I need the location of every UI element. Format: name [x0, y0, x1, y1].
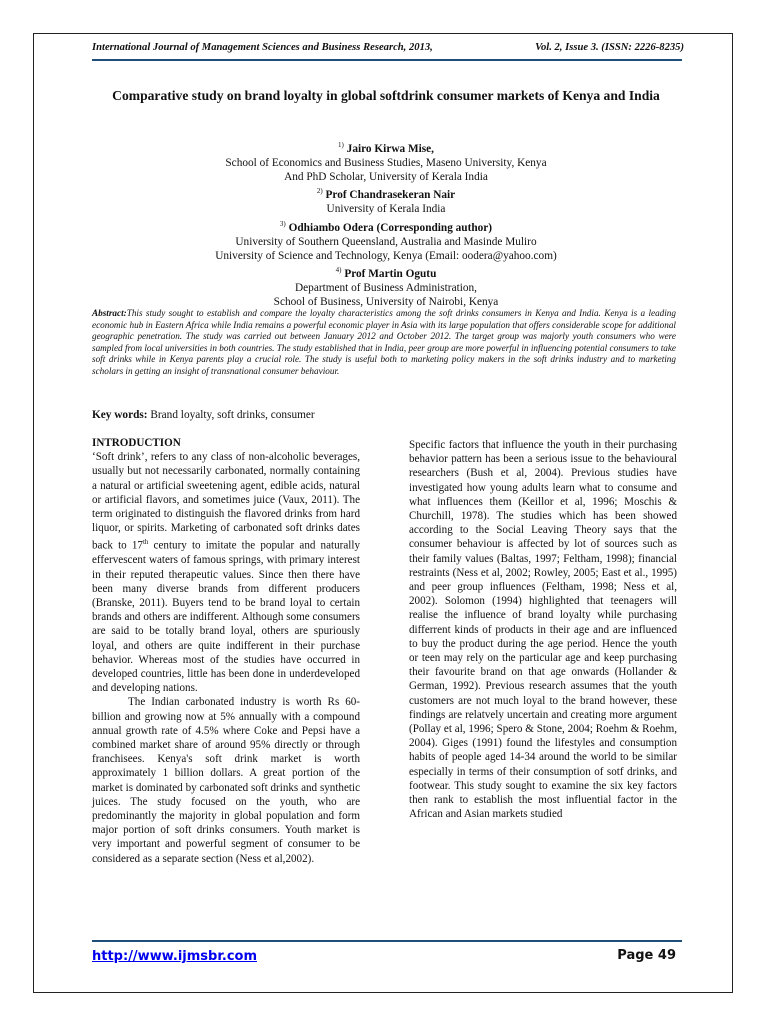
journal-volume: Vol. 2, Issue 3. (ISSN: 2226-8235) [535, 42, 684, 53]
footer-rule [92, 940, 682, 942]
author-affiliation: University of Science and Technology, Kenya (Email: oodera@yahoo.com) [215, 249, 557, 262]
paragraph: The Indian carbonated industry is worth Rs 60-billion and growing now at 5% annually with a compound annual growth rate of 4.5% where Coke and Pepsi have a combined market share of around 95% directly or through franchisees. Kenya's soft drink market is worth approximately 1 billion dollars. A great portion of the market is dominated by carbonated soft drinks and synthetic juices. The study focused on the youth, who are predominantly the majority in global population and form major portion of soft drinks consumers. Youth market is very important and powerful segment of consumer to be considered as a separate section (Ness et al,2002). [92, 696, 360, 865]
running-header [92, 42, 684, 53]
author-name: Jairo Kirwa Mise, [346, 142, 434, 155]
author-affiliation: University of Southern Queensland, Australia and Masinde Muliro [235, 235, 537, 248]
author-affiliation: Department of Business Administration, [295, 281, 477, 294]
section-heading: INTRODUCTION [92, 437, 181, 449]
page-number: Page 49 [617, 948, 676, 963]
abstract [92, 308, 676, 378]
author-name: Odhiambo Odera (Corresponding author) [288, 221, 493, 234]
paragraph: ‘Soft drink’, refers to any class of non-alcoholic beverages, usually but not necessarily carbonated, normally containing a natural or artificial sweetening agent, edible acids, natural or artificial flavors, and sometimes juice (Vaux, 2011). The term originated to distinguish the flavored drinks from hard liquor, or spirits. Marketing of carbonated soft drinks dates back to 17th century to imitate the popular and naturally effervescent waters of famous springs, with primary interest in their reputed therapeutic values. Since then there have been many diverse brands from different producers (Branske, 2011). Buyers tend to be brand loyal to certain brands and others are indifferent. Although some consumers are said to be totally brand loyal, others are spuriously loyal, and others are quite indifferent in their purchase behavior. Whereas most of the studies have occurred in developed countries, little has been done in underdeveloped and developing nations. [92, 451, 360, 695]
abstract-label: Abstract: [92, 308, 127, 318]
paper-title: Comparative study on brand loyalty in global softdrink consumer markets of Kenya and India [112, 88, 660, 103]
author-name: Prof Martin Ogutu [344, 267, 437, 280]
journal-name: International Journal of Management Sciences and Business Research, 2013, [92, 42, 433, 53]
author-block: $^{1)}$ Jairo Kirwa Mise, School of Economics and Business Studies, Maseno University, Kenya And PhD Scholar, University of Kerala India $^{2)}$ Prof Chandrasekeran Nair University of Kerala India $^{3)}$ Odhiambo Odera (Corresponding author) University of Southern Queensland, Australia and Masinde Muliro University of Science and Technology, Kenya (Email: oodera@yahoo.com) $^{4)}$ Prof Martin Ogutu Department of Business Administration, School of Business, University of Nairobi, Kenya [92, 138, 680, 309]
author-affiliation: And PhD Scholar, University of Kerala India [284, 171, 488, 184]
keywords-label: Key words: [92, 409, 148, 421]
left-column [92, 436, 360, 866]
author-name: Prof Chandrasekeran Nair [325, 189, 456, 202]
author-affiliation: University of Kerala India [326, 203, 446, 216]
header-rule [92, 59, 682, 61]
abstract-text: This study sought to establish and compare the loyalty characteristics among the soft drinks consumers in Kenya and India. Kenya is a leading economic hub in Eastern Africa while India remains a powerful economic player in Asia with its large population that offers considerable scope for additional geographic penetration. The study was carried out between January 2012 and October 2012. The target group was majorly youth consumers who were sampled from local universities in both countries. The study established that in India, peer group are more powerful in influencing potential consumers to take soft drinks while in Kenya parents play a crucial role. The study is useful both to marketing policy makers in the soft drinks industry and to marketing scholars in getting an insight of transnational consumer behaviour. [92, 308, 676, 376]
right-column [409, 438, 677, 821]
keywords-text: Brand loyalty, soft drinks, consumer [150, 409, 315, 421]
paragraph: Specific factors that influence the youth in their purchasing behavior pattern has been a serious issue to the behavioural researchers (Bush et al, 2004). Previous studies have investigated how young adults learn what to consume and what influences them (Keillor et al, 1996; Moschis & Churchill, 1978). The studies which has been showed according to the Social Leaving Theory says that the consumer behaviour is affected by lot of sources such as their family values (Baltas, 1997; Feltham, 1998); financial restraints (Ness et al, 2002; Rowley, 2005; East et al., 1995) and peer group influences (Feltham, 1998; Ness et al, 2002). Solomon (1994) highlighted that teenagers will realise the influence of brand loyalty while purchasing differrent kinds of products in their age and are influenced to buy the product during the age period. Hence the youth or teen may rely on the particular age and keep purchasing their favourite brand on that age onwards (Hollander & German, 1992). Previous research assumes that the youth customers are not much loyal to the brand however, these findings are relatvely uncertain and creating more argument (Pollay et al, 1996; Spero & Stone, 2004; Roehm & Roehm, 2004). Giges (1991) found the lifestyles and consumption habits of people aged 14-34 around the world to be similar especially in terms of their consumption of sotf drinks, and footwear. This study sought to examine the six key factors then rank to establish the most influential factor in the African and Asian markets studied [409, 439, 677, 821]
author-affiliation: School of Economics and Business Studies, Maseno University, Kenya [225, 156, 547, 169]
keywords [92, 409, 315, 421]
author-affiliation: School of Business, University of Nairobi, Kenya [273, 296, 499, 309]
journal-url-link[interactable]: http://www.ijmsbr.com [92, 949, 258, 964]
